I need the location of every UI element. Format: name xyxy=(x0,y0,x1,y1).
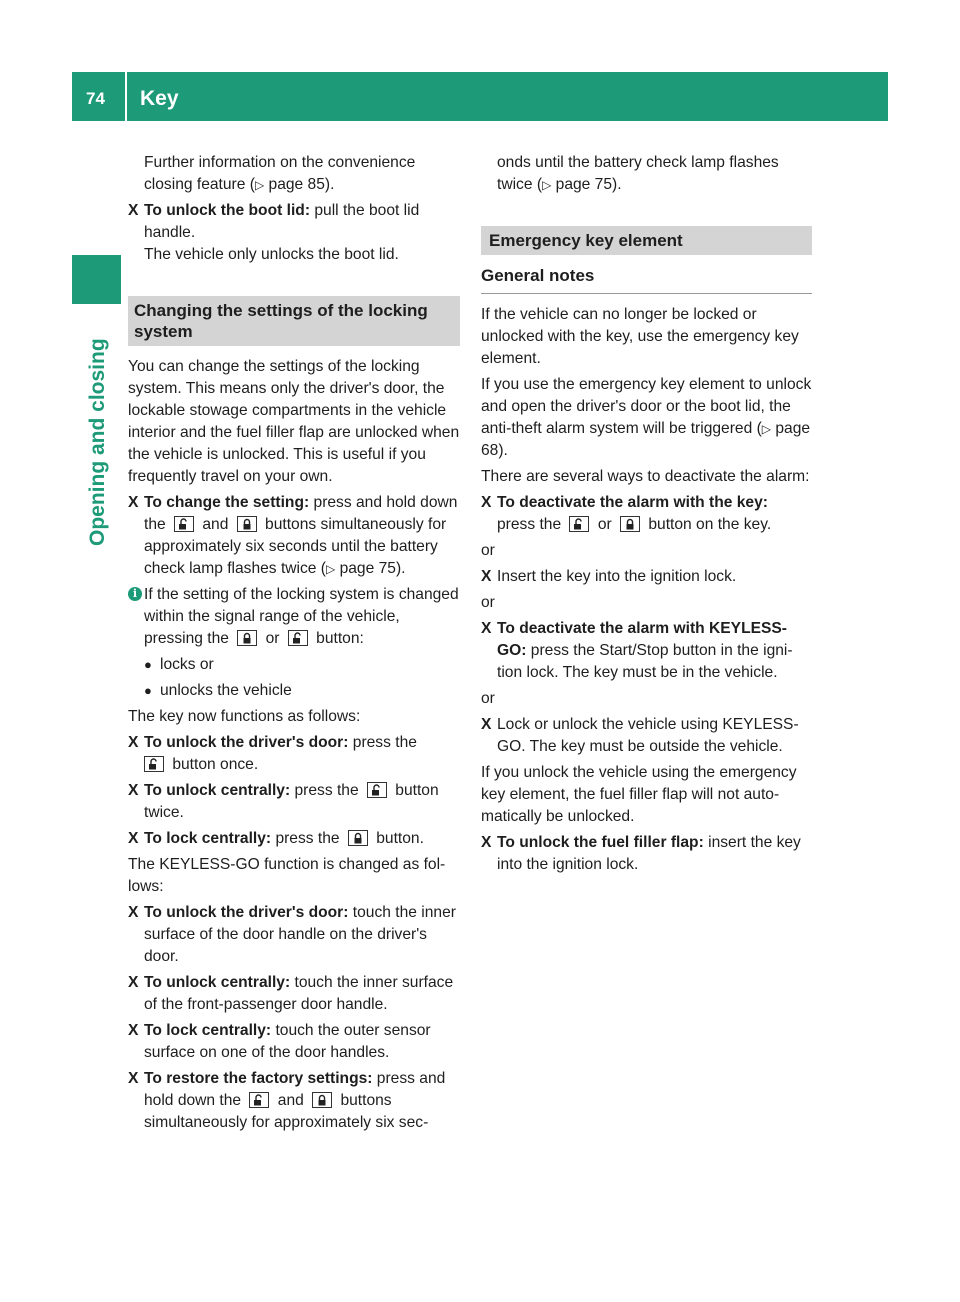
text: locks or xyxy=(160,656,214,673)
text: button: xyxy=(311,630,364,647)
text: press the xyxy=(497,516,566,533)
step-text: press the Start/Stop button in the ignition lock. The key must be in the vehicle. xyxy=(497,642,793,681)
step-unlock-driver-door xyxy=(128,732,460,776)
text: and xyxy=(198,516,233,533)
section-title: Key xyxy=(140,87,179,110)
page-ref[interactable]: page 68). xyxy=(481,420,811,459)
paragraph-emergency-1: If the vehicle can no longer be locked or unlocked with the key, use the emergency key element. xyxy=(481,306,799,367)
step-title: To lock centrally: xyxy=(144,1022,272,1039)
step-deactivate-keyless-go xyxy=(481,618,812,684)
paragraph-continued xyxy=(481,152,812,196)
right-column xyxy=(481,152,812,880)
step-change-setting xyxy=(128,492,460,580)
lock-key-icon xyxy=(237,630,257,646)
step-title: To unlock centrally: xyxy=(144,974,291,991)
text: Further information on the convenience closing feature ( xyxy=(144,154,416,193)
paragraph-deactivate-ways: There are several ways to deactivate the alarm: xyxy=(481,468,810,485)
text: buttons simultaneously for approximately six sec- xyxy=(144,1092,429,1131)
lock-key-icon xyxy=(312,1092,332,1108)
xref-arrow-icon: ▷ xyxy=(254,178,265,192)
step-restore-factory xyxy=(128,1068,460,1134)
step-title: To lock centrally: xyxy=(144,830,272,847)
header-bar xyxy=(72,72,888,121)
step-insert-key xyxy=(481,566,812,588)
step-arrow-icon: X xyxy=(128,734,139,751)
side-chapter-text: Opening and closing xyxy=(86,338,109,546)
step-arrow-icon: X xyxy=(481,716,492,733)
text: and xyxy=(273,1092,309,1109)
step-text: touch the inner surface of the front-passenger door handle. xyxy=(144,974,454,1013)
step-arrow-icon: X xyxy=(481,620,492,637)
text: onds until the battery check lamp flashes twice ( xyxy=(497,154,779,193)
or-separator: or xyxy=(481,542,495,559)
step-keyless-unlock-driver-door xyxy=(128,902,460,968)
step-title: To unlock the boot lid: xyxy=(144,202,311,219)
lock-key-icon xyxy=(237,516,257,532)
step-text: Insert the key into the ignition lock. xyxy=(497,568,737,585)
side-tab-block xyxy=(72,255,121,304)
step-arrow-icon: X xyxy=(128,830,139,847)
header-divider xyxy=(125,72,127,121)
text: press and hold down the xyxy=(144,1070,446,1109)
subheading-general-notes: General notes xyxy=(481,265,812,294)
step-lock-centrally xyxy=(128,828,460,850)
step-title: To unlock the fuel filler flap: xyxy=(497,834,704,851)
step-text: touch the outer sensor surface on one of the door handles. xyxy=(144,1022,431,1061)
step-arrow-icon: X xyxy=(128,904,139,921)
step-title: To unlock centrally: xyxy=(144,782,291,799)
paragraph-key-functions: The key now functions as follows: xyxy=(128,708,361,725)
unlock-key-icon xyxy=(288,630,308,646)
step-text: insert the key into the ignition lock. xyxy=(497,834,801,873)
xref-arrow-icon: ▷ xyxy=(761,422,772,436)
paragraph-change-settings: You can change the settings of the locking system. This means only the driver's door, the lockable stowage compartments in the vehicle interior and the fuel filler flap are unlocked when the vehicle is unlocked. This is useful if you frequently travel on your own. xyxy=(128,358,460,485)
page-number: 74 xyxy=(86,89,105,108)
text: or xyxy=(261,630,284,647)
step-arrow-icon: X xyxy=(128,1070,139,1087)
step-arrow-icon: X xyxy=(481,494,492,511)
xref-arrow-icon: ▷ xyxy=(542,178,552,192)
xref-arrow-icon: ▷ xyxy=(326,562,336,576)
bullet-icon: ● xyxy=(144,657,152,672)
step-unlock-centrally xyxy=(128,780,460,824)
step-arrow-icon: X xyxy=(128,974,139,991)
text: If the setting of the locking system is changed within the signal range of the vehicle, pressing the xyxy=(144,586,459,647)
paragraph-emergency-2 xyxy=(481,374,812,462)
or-separator: or xyxy=(481,690,495,707)
page-ref[interactable]: page 85). xyxy=(268,176,335,193)
info-note xyxy=(128,584,460,650)
step-title: To deactivate the alarm with the key: xyxy=(497,494,768,511)
text: press the xyxy=(348,734,417,751)
step-title: To restore the factory settings: xyxy=(144,1070,373,1087)
step-arrow-icon: X xyxy=(481,834,492,851)
step-lock-unlock-keyless xyxy=(481,714,812,758)
unlock-key-icon xyxy=(174,516,194,532)
lock-key-icon xyxy=(620,516,640,532)
unlock-key-icon xyxy=(569,516,589,532)
heading-emergency-key: Emergency key element xyxy=(481,226,812,255)
text: or xyxy=(593,516,617,533)
page-ref[interactable]: page 75). xyxy=(339,560,406,577)
or-separator: or xyxy=(481,594,495,611)
paragraph-intro xyxy=(128,152,460,196)
step-keyless-unlock-centrally xyxy=(128,972,460,1016)
unlock-key-icon xyxy=(144,756,164,772)
page-ref[interactable]: page 75). xyxy=(555,176,622,193)
paragraph-keyless-go: The KEYLESS-GO function is changed as follows: xyxy=(128,856,446,895)
text: button once. xyxy=(168,756,259,773)
text: buttons simultaneously for approximately six seconds until the battery check lamp flashes twice ( xyxy=(144,516,447,577)
paragraph-fuel-flap-note: If you unlock the vehicle using the emergency key element, the fuel filler flap will not automatically be unlocked. xyxy=(481,764,797,825)
text: press the xyxy=(271,830,344,847)
step-unlock-boot-lid xyxy=(128,200,460,266)
text: press and hold down the xyxy=(144,494,458,533)
step-text: Lock or unlock the vehicle using KEYLESS-GO. The key must be outside the vehicle. xyxy=(497,716,799,755)
bullet-item xyxy=(128,654,460,676)
text: If you use the emergency key element to unlock and open the driver's door or the boot lid, the anti-theft alarm system will be triggered ( xyxy=(481,376,812,437)
step-deactivate-with-key xyxy=(481,492,812,536)
step-text: touch the inner surface of the door handle on the driver's door. xyxy=(144,904,456,965)
step-title: To change the setting: xyxy=(144,494,310,511)
step-arrow-icon: X xyxy=(128,494,139,511)
step-title: To unlock the driver's door: xyxy=(144,734,349,751)
step-keyless-lock-centrally xyxy=(128,1020,460,1064)
step-title: To unlock the driver's door: xyxy=(144,904,349,921)
heading-locking-settings: Changing the settings of the locking system xyxy=(128,296,460,346)
text: unlocks the vehicle xyxy=(160,682,292,699)
step-unlock-fuel-flap xyxy=(481,832,812,876)
step-title: To deactivate the alarm with KEYLESS-GO: xyxy=(497,620,787,659)
text: button on the key. xyxy=(644,516,772,533)
info-icon: i xyxy=(128,587,142,601)
step-text: pull the boot lid handle. xyxy=(144,202,420,241)
step-arrow-icon: X xyxy=(128,202,139,219)
step-arrow-icon: X xyxy=(128,782,139,799)
left-column xyxy=(128,152,460,1138)
text: press the xyxy=(290,782,363,799)
unlock-key-icon xyxy=(249,1092,269,1108)
step-result: The vehicle only unlocks the boot lid. xyxy=(144,246,399,263)
bullet-icon: ● xyxy=(144,683,152,698)
text: button twice. xyxy=(144,782,439,821)
unlock-key-icon xyxy=(367,782,387,798)
text: button. xyxy=(371,830,424,847)
step-arrow-icon: X xyxy=(128,1022,139,1039)
lock-key-icon xyxy=(348,830,368,846)
step-arrow-icon: X xyxy=(481,568,492,585)
bullet-item xyxy=(128,680,460,702)
